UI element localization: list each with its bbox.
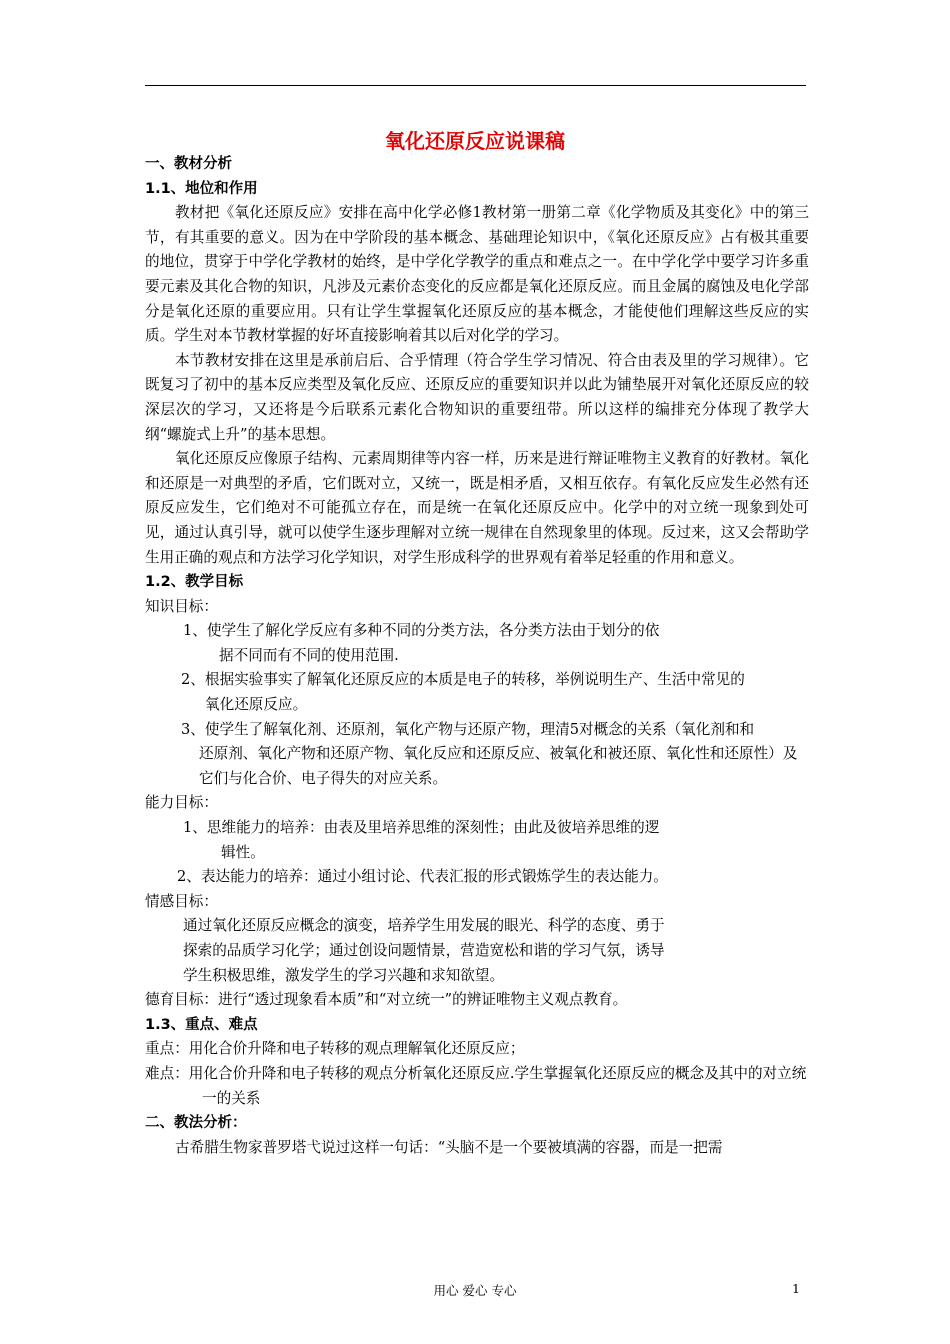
document-title: 氧化还原反应说课稿 <box>385 129 565 153</box>
ability-goal-1-line1: 1、思维能力的培养：由表及里培养思维的深刻性；由此及彼培养思维的逻 <box>183 819 660 837</box>
subsection-heading-1-3: 1.3、重点、难点 <box>145 1016 258 1033</box>
page-footer: 用心 爱心 专心 <box>433 1283 517 1298</box>
ability-goal-2: 2、表达能力的培养：通过小组讨论、代表汇报的形式锻炼学生的表达能力。 <box>177 868 668 886</box>
knowledge-goal-3-line1: 3、使学生了解氧化剂、还原剂，氧化产物与还原产物，理清5对概念的关系（氧化剂和和 <box>181 720 755 738</box>
paragraph-1: 教材把《氧化还原反应》安排在高中化学必修1教材第一册第二章《化学物质及其变化》中的第三节，有其重要的意义。因为在中学阶段的基本概念、基础理论知识中，《氧化还原反应》占有极其重要的地位，贯穿于中学化学教材的始终，是中学化学教学的重点和难点之一。在中学化学中要学习许多重要元素及其化合物的知识，凡涉及元素价态变化的反应都是氧化还原反应。而且金属的腐蚀及电化学部分是氧化还原的重要应用。只有让学生掌握氧化还原反应的基本概念，才能使他们理解这些反应的实质。学生对本节教材掌握的好坏直接影响着其以后对化学的学习。 <box>145 204 809 345</box>
ability-goal-1-line2: 辑性。 <box>221 843 265 861</box>
ability-goals-label: 能力目标： <box>145 794 218 812</box>
moral-goal: 德育目标：进行“透过现象看本质”和“对立统一”的辨证唯物主义观点教育。 <box>145 991 628 1009</box>
document-body <box>145 152 809 1160</box>
knowledge-goal-2 <box>145 668 809 717</box>
paragraph-4: 古希腊生物家普罗塔弋说过这样一句话：“头脑不是一个要被填满的容器，而是一把需 <box>175 1138 723 1156</box>
emotion-goal-line2: 探索的品质学习化学；通过创设问题情景，营造宽松和谐的学习气氛，诱导 <box>183 942 665 959</box>
knowledge-goals-label: 知识目标： <box>145 597 218 615</box>
subsection-heading-1-2: 1.2、教学目标 <box>145 574 244 591</box>
knowledge-goal-3-rest: 还原剂、氧化产物和还原产物、氧化反应和还原反应、被氧化和被还原、氧化性和还原性）及它们与化合价、电子得失的对应关系。 <box>199 745 798 787</box>
section-heading-2: 二、教法分析： <box>145 1115 247 1132</box>
knowledge-goal-2-line2: 氧化还原反应。 <box>205 696 308 714</box>
key-point: 重点：用化合价升降和电子转移的观点理解氧化还原反应； <box>145 1040 525 1058</box>
header-rule <box>145 85 806 86</box>
emotion-goals-label: 情感目标： <box>145 892 218 910</box>
paragraph-3: 氧化还原反应像原子结构、元素周期律等内容一样，历来是进行辩证唯物主义教育的好教材。氧化和还原是一对典型的矛盾，它们既对立，又统一，既是相矛盾，又相互依存。有氧化反应发生必然有还原反应发生，它们绝对不可能孤立存在，而是统一在氧化还原反应中。化学中的对立统一现象到处可见，通过认真引导，就可以使学生逐步理解对立统一规律在自然现象里的体现。反过来，这又会帮助学生用正确的观点和方法学习化学知识，对学生形成科学的世界观有着举足轻重的作用和意义。 <box>145 450 809 566</box>
knowledge-goal-1 <box>145 619 809 668</box>
subsection-heading-1-1: 1.1、地位和作用 <box>145 180 258 197</box>
ability-goal-1 <box>145 816 809 865</box>
knowledge-goal-3 <box>145 718 809 792</box>
difficult-point: 难点：用化合价升降和电子转移的观点分析氧化还原反应.学生掌握氧化还原反应的概念及其中的对立统一的关系 <box>145 1064 807 1107</box>
knowledge-goal-1-line1: 1、使学生了解化学反应有多种不同的分类方法，各分类方法由于划分的依 <box>183 622 660 640</box>
paragraph-2: 本节教材安排在这里是承前启后、合乎情理（符合学生学习情况、符合由表及里的学习规律）。它既复习了初中的基本反应类型及氧化反应、还原反应的重要知识并以此为铺垫展开对氧化还原反应的较深层次的学习，又还将是今后联系元素化合物知识的重要纽带。所以这样的编排充分体现了教学大纲“螺旋式上升”的基本思想。 <box>145 351 809 443</box>
section-heading-1: 一、教材分析 <box>145 156 232 172</box>
knowledge-goal-1-line2: 据不同而有不同的使用范围. <box>219 646 399 664</box>
emotion-goal-line1: 通过氧化还原反应概念的演变，培养学生用发展的眼光、科学的态度、勇于 <box>183 917 665 935</box>
knowledge-goal-2-line1: 2、根据实验事实了解氧化还原反应的本质是电子的转移，举例说明生产、生活中常见的 <box>181 671 745 689</box>
page-number: 1 <box>792 1281 800 1296</box>
emotion-goal-line3: 学生积极思维，激发学生的学习兴趣和求知欲望。 <box>183 966 505 984</box>
